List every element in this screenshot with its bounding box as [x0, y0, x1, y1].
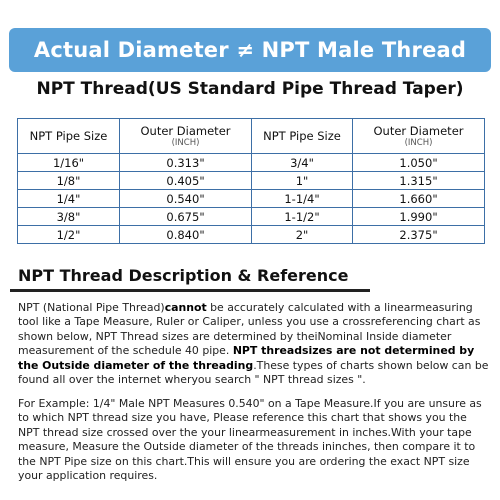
- table-row: [18, 154, 485, 172]
- header-outer-diameter-label: Outer Diameter: [373, 123, 464, 138]
- table-cell: 2": [252, 226, 353, 244]
- table-cell: 0.840": [120, 226, 252, 244]
- para-emphasis: NPT threadsizes are not determined by the Outside diameter of the threading: [18, 344, 475, 372]
- header-outer-diameter-label: Outer Diameter: [140, 123, 231, 138]
- header-unit: (INCH): [404, 137, 433, 148]
- table-cell: 0.313": [120, 154, 252, 172]
- para-text: NPT (National Pipe Thread): [18, 301, 165, 314]
- header-outer-diameter: [353, 119, 485, 154]
- table-cell: 0.675": [120, 208, 252, 226]
- table-cell: 0.540": [120, 190, 252, 208]
- description-paragraph: [18, 301, 490, 387]
- subtitle: NPT Thread(US Standard Pipe Thread Taper): [36, 79, 464, 99]
- table-cell: 1.050": [353, 154, 485, 172]
- para-emphasis: cannot: [164, 301, 207, 314]
- header-outer-diameter: [120, 119, 252, 154]
- para-text: be accurately calculated with a linearmeasuring tool like a Tape Measure, Ruler or Caliper, unless you use a crossreferencing chart as shown below, NPT Thread sizes are determined by theiNominal Inside diameter measurement of the schedule 40 pipe.: [18, 301, 481, 358]
- table-cell: 2.375": [353, 226, 485, 244]
- header-pipe-size-label: NPT Pipe Size: [29, 128, 108, 143]
- header-unit: (INCH): [171, 137, 200, 148]
- section-heading-underline: [10, 289, 370, 292]
- table-row: [18, 208, 485, 226]
- npt-size-table: [17, 118, 485, 244]
- title-banner: [9, 28, 491, 72]
- table-cell: 1-1/2": [252, 208, 353, 226]
- table-cell: 1/16": [18, 154, 120, 172]
- table-cell: 1": [252, 172, 353, 190]
- table-cell: 1/4": [18, 190, 120, 208]
- table-cell: 1.990": [353, 208, 485, 226]
- header-pipe-size-label: NPT Pipe Size: [263, 128, 341, 143]
- table-cell: 1/2": [18, 226, 120, 244]
- table-header-row: [18, 119, 485, 154]
- table-row: [18, 190, 485, 208]
- table-cell: 3/4": [252, 154, 353, 172]
- banner-title: Actual Diameter ≠ NPT Male Thread: [33, 38, 467, 62]
- table-cell: 1.315": [353, 172, 485, 190]
- para-text: .These types of charts shown below can be found all over the internet wheryou search " NPT thread sizes ".: [18, 358, 489, 387]
- table-cell: 1.660": [353, 190, 485, 208]
- table-cell: 1/8": [18, 172, 120, 190]
- table-cell: 3/8": [18, 208, 120, 226]
- table-cell: 1-1/4": [252, 190, 353, 208]
- table-cell: 0.405": [120, 172, 252, 190]
- section-heading: NPT Thread Description & Reference: [18, 266, 349, 285]
- table-row: [18, 172, 485, 190]
- header-pipe-size: [252, 119, 353, 154]
- table-row: [18, 226, 485, 244]
- header-pipe-size: [18, 119, 120, 154]
- example-paragraph: For Example: 1/4" Male NPT Measures 0.540" on a Tape Measure.If you are unsure as to which NPT thread size you have, Please reference this chart that shows you the NPT thread size crossed over the your linearmeasurement in inches.With your tape measure, Measure the Outside diameter of the threads ininches, then compare it to the NPT Pipe size on this chart.This will ensure you are ordering the exact NPT size your application requires.: [18, 397, 482, 483]
